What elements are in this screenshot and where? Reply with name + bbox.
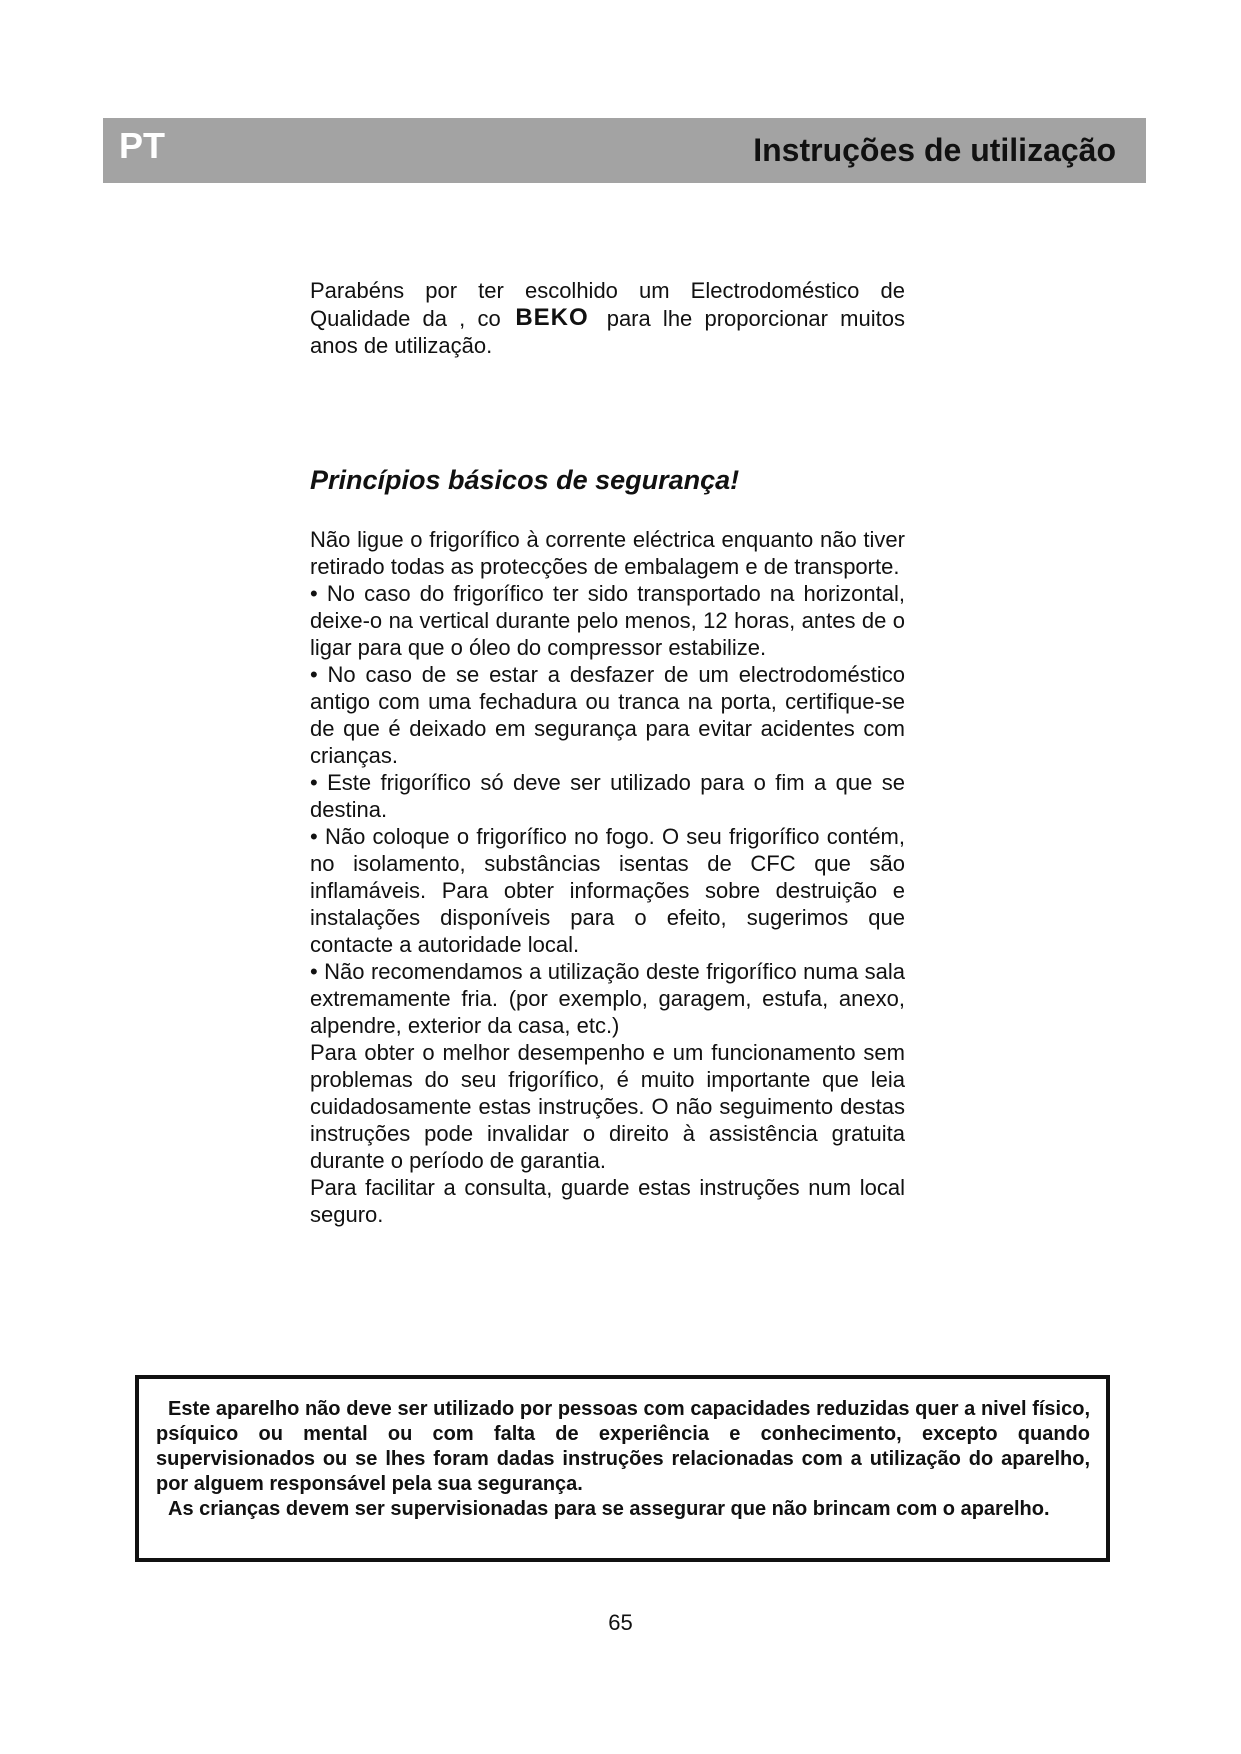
language-code: PT (119, 125, 166, 166)
intro-paragraph (310, 277, 905, 359)
safety-bullet: • No caso do frigorífico ter sido transportado na horizontal, deixe-o na vertical durante pelo menos, 12 horas, antes de o ligar para que o óleo do compressor estabilize. (310, 581, 905, 660)
safety-paragraph: Não ligue o frigorífico à corrente eléctrica enquanto não tiver retirado todas as protecções de embalagem e de transporte. (310, 527, 905, 579)
beko-logo-text: BEKO (515, 306, 589, 328)
warning-notice-paragraph: As crianças devem ser supervisionadas para se assegurar que não brincam com o aparelho. (168, 1498, 1050, 1520)
safety-paragraph: Para obter o melhor desempenho e um funcionamento sem problemas do seu frigorífico, é muito importante que leia cuidadosamente estas instruções. O não seguimento destas instruções pode invalidar o direito à assistência gratuita durante o período de garantia. (310, 1040, 905, 1173)
safety-bullet: • Não recomendamos a utilização deste frigorífico numa sala extremamente fria. (por exemplo, garagem, estufa, anexo, alpendre, exterior da casa, etc.) (310, 959, 905, 1038)
page-number: 65 (608, 1610, 633, 1635)
intro-text-after-brand: para lhe proporcionar muitos anos de utilização. (310, 306, 905, 358)
beko-logo (503, 306, 601, 328)
warning-notice-box (135, 1375, 1110, 1562)
warning-notice-paragraph: Este aparelho não deve ser utilizado por pessoas com capacidades reduzidas quer a nivel físico, psíquico ou mental ou com falta de experiência e conhecimento, excepto quando supervisionados ou se lhes foram dadas instruções relacionadas com a utilização do aparelho, por alguem responsável pela sua segurança. (156, 1398, 1090, 1495)
safety-paragraph: Para facilitar a consulta, guarde estas instruções num local seguro. (310, 1175, 905, 1227)
safety-bullet: • No caso de se estar a desfazer de um electrodoméstico antigo com uma fechadura ou tranca na porta, certifique-se de que é deixado em segurança para evitar acidentes com crianças. (310, 662, 905, 768)
safety-bullet: • Este frigorífico só deve ser utilizado para o fim a que se destina. (310, 770, 905, 822)
safety-bullet: • Não coloque o frigorífico no fogo. O seu frigorífico contém, no isolamento, substâncias isentas de CFC que são inflamáveis. Para obter informações sobre destruição e instalações disponíveis para o efeito, sugerimos que contacte a autoridade local. (310, 824, 905, 957)
page-title: Instruções de utilização (753, 132, 1116, 168)
safety-section-title: Princípios básicos de segurança! (310, 465, 740, 495)
safety-text (310, 526, 905, 1228)
intro-text-before-brand: Parabéns por ter escolhido um Electrodoméstico de Qualidade da , co (310, 278, 905, 331)
header-bar (103, 118, 1146, 183)
